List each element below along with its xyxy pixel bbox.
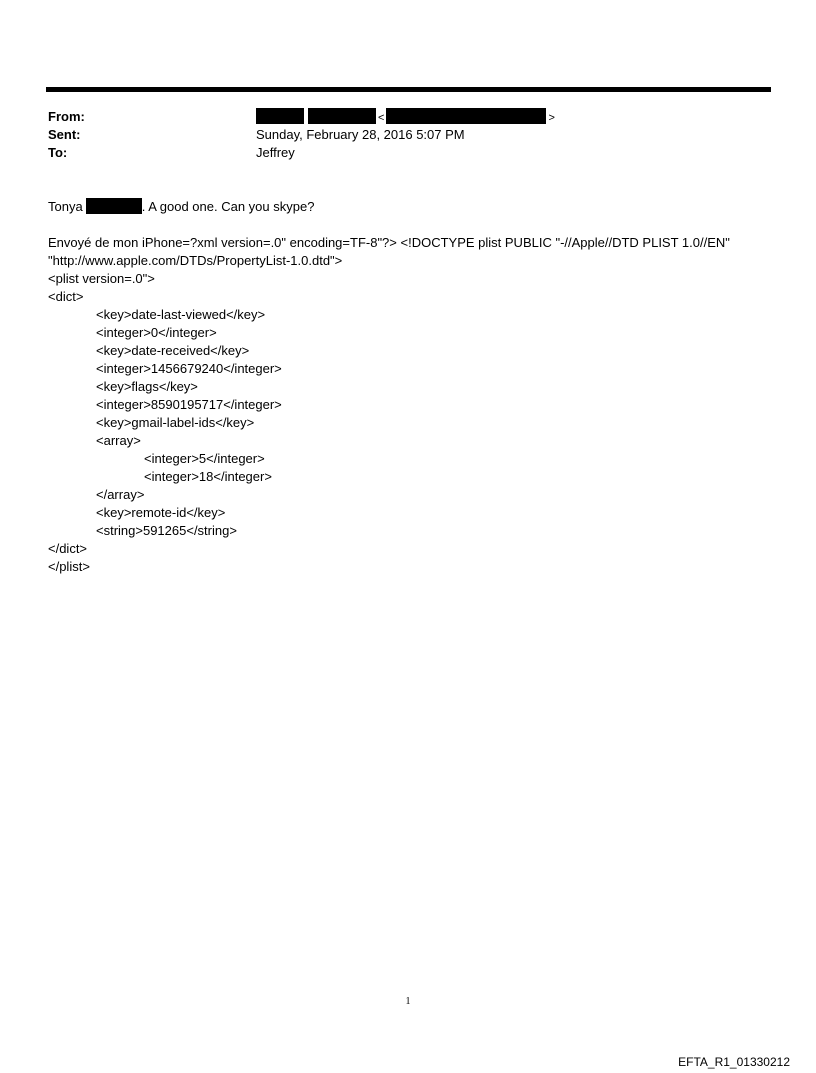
greeting-name: Tonya — [48, 199, 83, 214]
body-line: </dict> — [48, 541, 88, 556]
body-line: <dict> — [48, 289, 84, 304]
body-line: <integer>1456679240</integer> — [96, 361, 282, 376]
redaction-bar — [386, 108, 546, 124]
body-line: <integer>5</integer> — [144, 451, 265, 466]
redaction-bar — [308, 108, 376, 124]
greeting-message: . A good one. Can you skype? — [141, 199, 315, 214]
body-line: <plist version=.0"> — [48, 271, 155, 286]
email-body — [48, 198, 778, 576]
from-open-angle: < — [378, 112, 385, 124]
body-line: <integer>18</integer> — [144, 469, 272, 484]
from-value — [256, 108, 557, 127]
page-number: 1 — [405, 996, 411, 1007]
greeting-line — [48, 198, 778, 216]
header-divider — [46, 87, 771, 92]
body-line: <key>date-received</key> — [96, 343, 250, 358]
body-line: "http://www.apple.com/DTDs/PropertyList-1.0.dtd"> — [48, 253, 343, 268]
redaction-bar — [86, 198, 142, 214]
from-close-angle: > — [548, 112, 555, 124]
sent-label: Sent: — [48, 127, 81, 142]
to-value: Jeffrey — [256, 145, 295, 160]
body-line: <key>gmail-label-ids</key> — [96, 415, 255, 430]
body-line: <key>remote-id</key> — [96, 505, 226, 520]
body-line: Envoyé de mon iPhone=?xml version=.0" encoding=TF-8"?> <!DOCTYPE plist PUBLIC "-//Apple//DTD PLIST 1.0//EN" — [48, 235, 730, 250]
body-line: <array> — [96, 433, 141, 448]
sent-row — [48, 126, 768, 144]
body-line: <string>591265</string> — [96, 523, 237, 538]
redaction-bar — [256, 108, 304, 124]
body-line: <key>date-last-viewed</key> — [96, 307, 266, 322]
body-line: </array> — [96, 487, 145, 502]
email-header — [48, 108, 768, 162]
document-id: EFTA_R1_01330212 — [678, 1055, 790, 1069]
from-label: From: — [48, 109, 85, 124]
body-line: <integer>8590195717</integer> — [96, 397, 282, 412]
sent-value: Sunday, February 28, 2016 5:07 PM — [256, 127, 465, 142]
body-line: </plist> — [48, 559, 90, 574]
body-line: <integer>0</integer> — [96, 325, 217, 340]
to-label: To: — [48, 145, 68, 160]
to-row — [48, 144, 768, 162]
body-line: <key>flags</key> — [96, 379, 198, 394]
paragraph-spacer — [48, 216, 778, 234]
from-row — [48, 108, 768, 126]
